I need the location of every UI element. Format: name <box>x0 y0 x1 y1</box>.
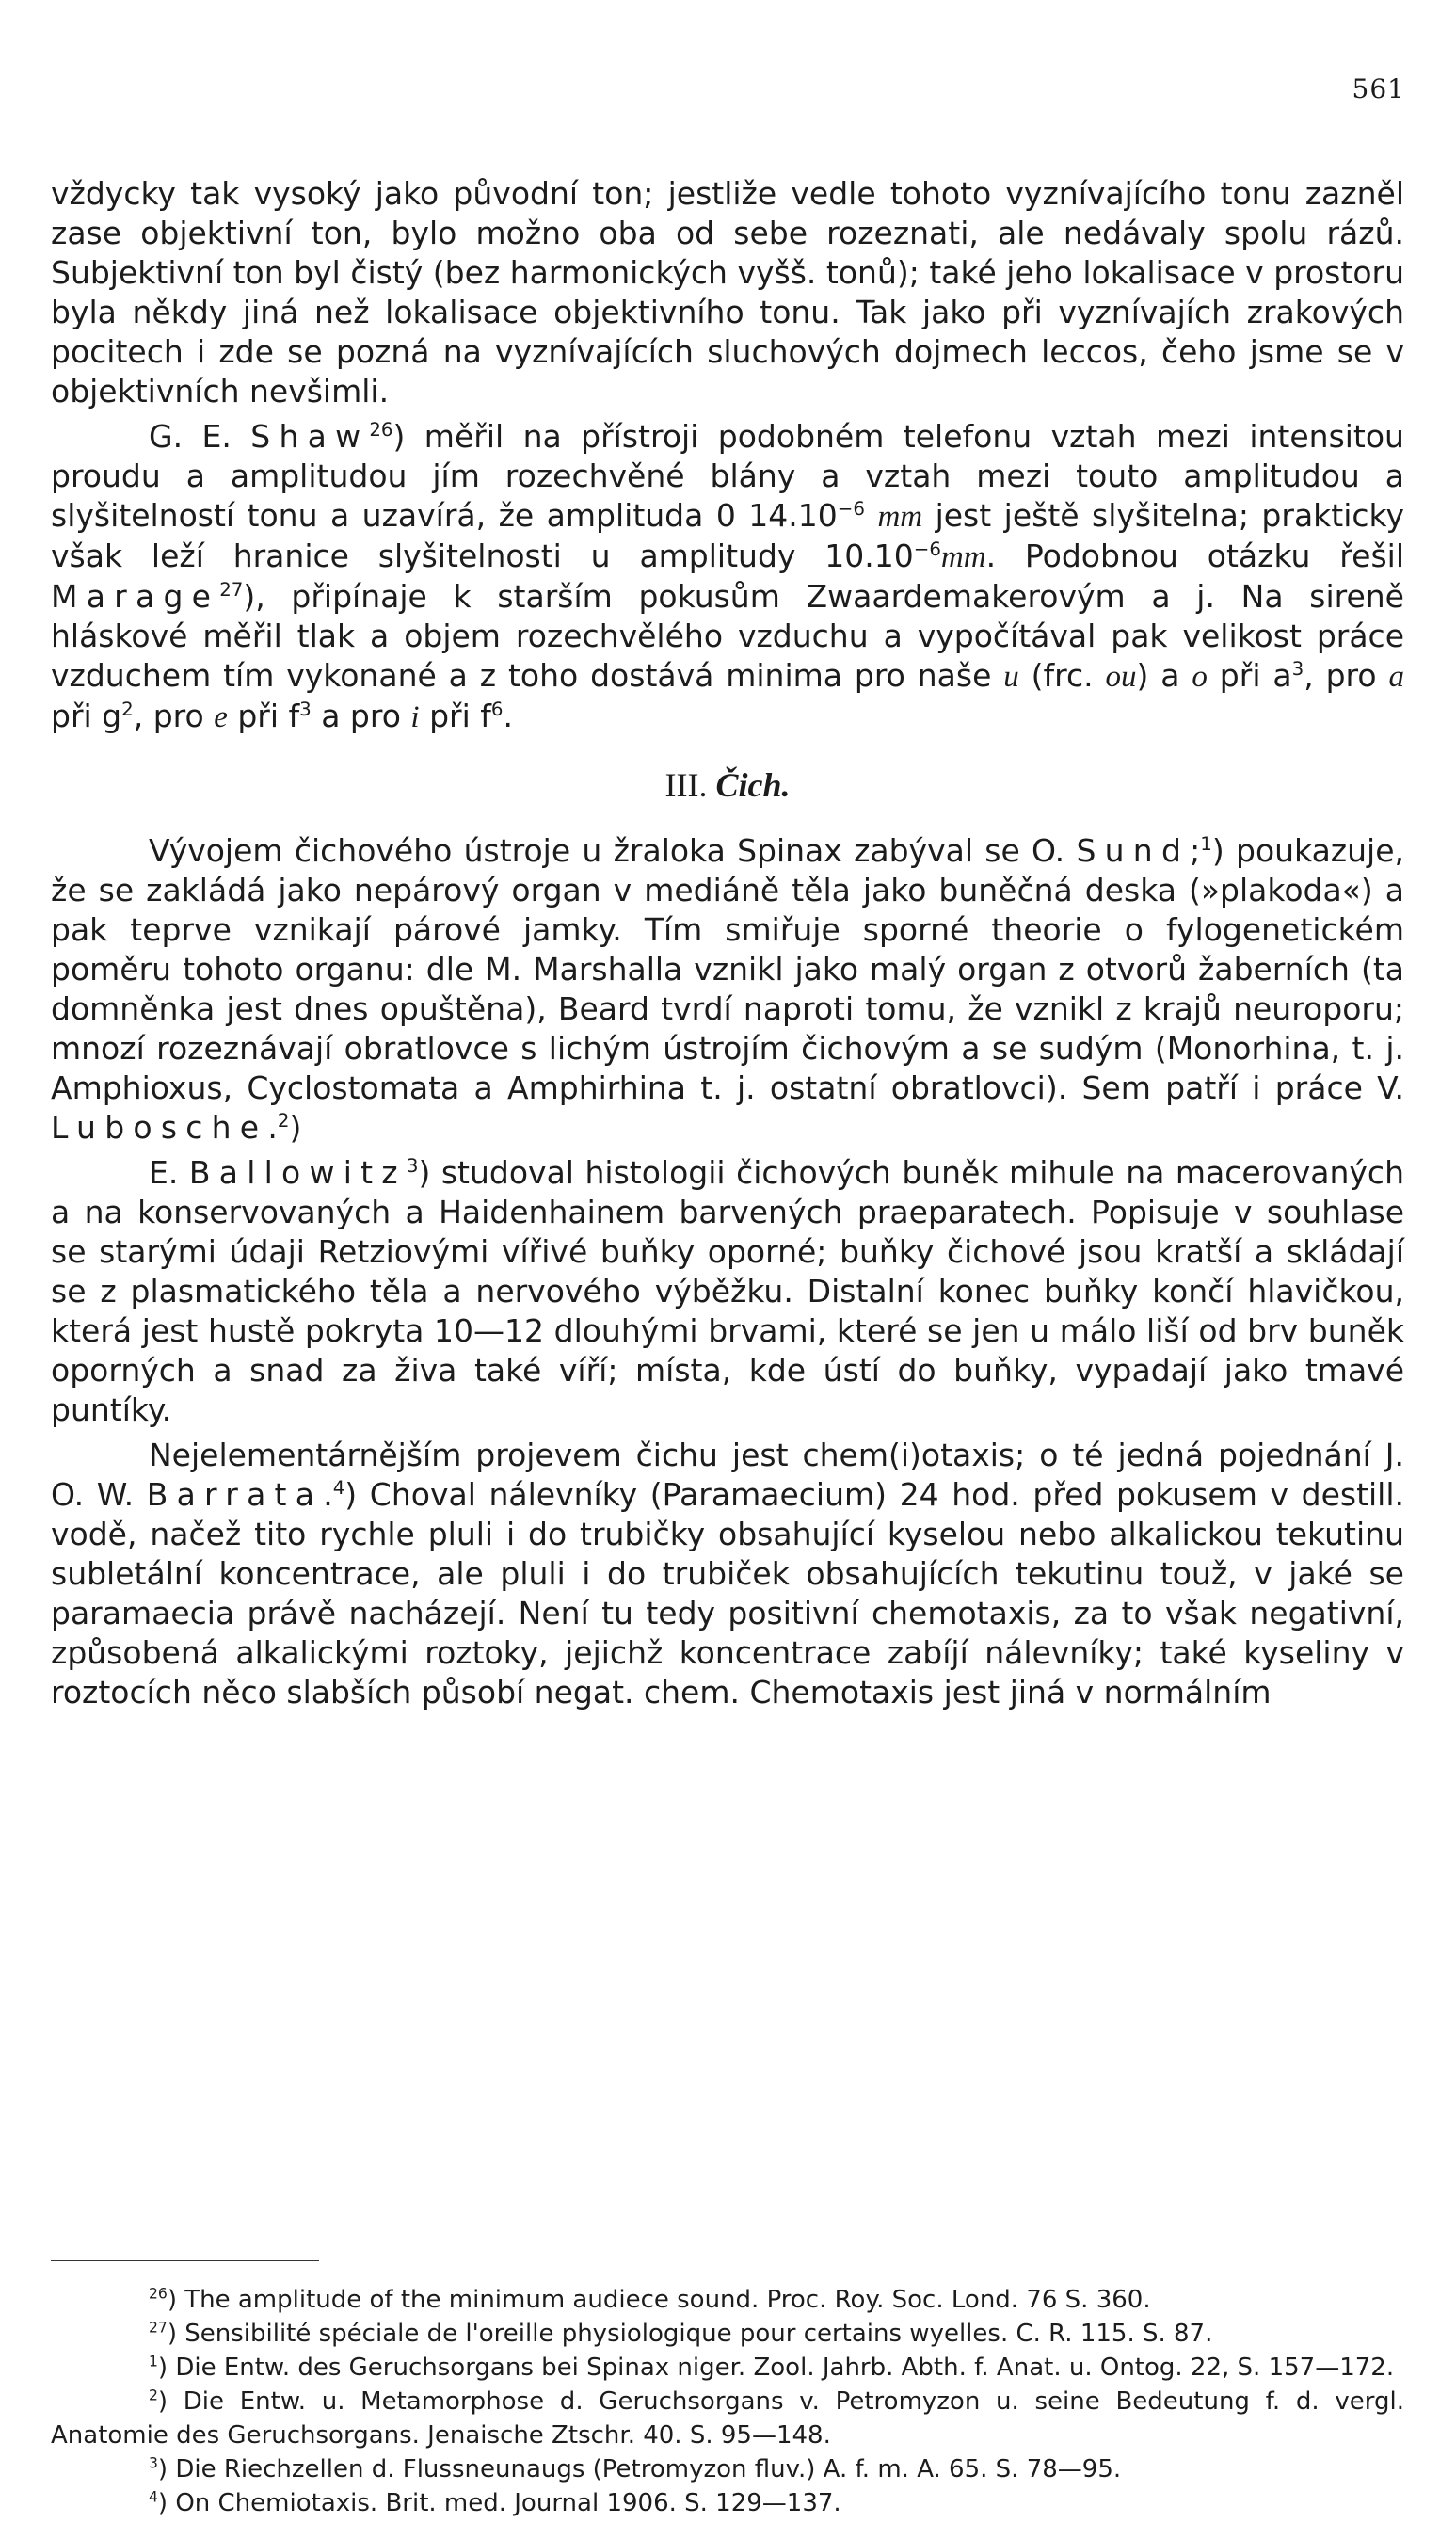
vowel: a <box>1388 660 1404 694</box>
paragraph-4 <box>51 1153 1404 1430</box>
author-name: Sund <box>1076 832 1191 869</box>
exponent: −6 <box>913 538 941 560</box>
text-run: E. <box>149 1154 179 1191</box>
footnote-mark: 1 <box>149 2353 158 2370</box>
author-name: Barrata <box>146 1476 324 1513</box>
author-name: Shaw <box>250 418 370 455</box>
text-run: jest ještě slyšitelna; prakticky však leží hranice slyšitelnosti u amplitudy 10.10 <box>51 497 1404 574</box>
vowel: u <box>1003 660 1019 694</box>
superscript: 2 <box>121 699 134 720</box>
paragraph-1: vždycky tak vysoký jako původní ton; jestliže vedle tohoto vyznívajícího tonu zazněl zase objektivní ton, bylo možno oba od sebe rozeznati, ale nedávaly spolu rázů. Subjektivní ton byl čistý (bez harmonických vyšš. tonů); také jeho lokalisace v prostoru byla někdy jiná než lokalisace objektivního tonu. Tak jako při vyznívajích zrakových pocitech i zde se pozná na vyznívajících sluchových dojmech leccos, čeho jsme se v objektivních nevšimli. <box>51 175 1404 410</box>
vowel: i <box>410 700 420 734</box>
author-name: Ballowitz <box>188 1154 407 1191</box>
text-run: . <box>503 698 513 734</box>
text-run: ) poukazuje, že se zakládá jako nepárový organ v mediáně těla jako buněčná deska (»plakoda«) a pak teprve vznikají párové jamky. Tím smiřuje sporné theorie o fylogenetickém poměru tohoto organu: dle M. Marshalla vznikl jako malý organ z otvorů žaberních (ta domněnka jest dnes opuštěna), Beard tvrdí naproti tomu, že vznikl z krajů neuroporu; mnozí rozeznávají obratlovce s lichým ústrojím čichovým a se sudým (Monorhina, t. j. Amphioxus, Cyclostomata a Amphirhina t. j. ostatní obratlovci). Sem patří i práce V. <box>51 832 1405 1106</box>
footnote-mark: 4 <box>149 2488 158 2506</box>
text-run: G. E. <box>149 418 232 455</box>
footnote-text: ) Die Entw. u. Metamorphose d. Geruchsorgans v. Petromyzon u. seine Bedeutung f. d. vergl. Anatomie des Geruchsorgans. Jenaische Ztschr. 40. S. 95—148. <box>51 2387 1404 2450</box>
unit: mm <box>940 540 986 574</box>
footnote-ref: 27 <box>219 579 244 601</box>
text-run: . <box>323 1476 333 1513</box>
text-run: při a <box>1207 657 1292 694</box>
footnote <box>51 2283 1404 2317</box>
text-run: (frc. <box>1018 657 1094 694</box>
unit: mm <box>877 500 923 534</box>
footnote-divider <box>51 2260 319 2261</box>
superscript: 3 <box>299 699 312 720</box>
exponent: −6 <box>837 498 865 520</box>
footnote-text: ) The amplitude of the minimum audiece sound. Proc. Roy. Soc. Lond. 76 S. 360. <box>167 2286 1151 2314</box>
section-heading <box>51 765 1404 805</box>
text-run: . Podobnou otázku řešil <box>985 538 1404 574</box>
footnote-mark: 26 <box>149 2285 168 2303</box>
footnote-text: ) Sensibilité spéciale de l'oreille physiologique pour certains wyelles. C. R. 115. S. 87. <box>167 2320 1213 2348</box>
vowel: ou <box>1105 660 1137 694</box>
text-run: , pro <box>133 698 204 734</box>
footnote-ref: 4 <box>332 1477 345 1499</box>
footnote-text: ) Die Riechzellen d. Flussneunaugs (Petromyzon fluv.) A. f. m. A. 65. S. 78—95. <box>157 2455 1122 2483</box>
footnote-text: ) On Chemiotaxis. Brit. med. Journal 1906. S. 129—137. <box>157 2489 841 2517</box>
footnote-text: ) Die Entw. des Geruchsorgans bei Spinax niger. Zool. Jahrb. Abth. f. Anat. u. Ontog. 22, S. 157—172. <box>157 2354 1395 2382</box>
text-run: , pro <box>1304 657 1377 694</box>
text-run: Vývojem čichového ústroje u žraloka Spinax zabýval se O. <box>149 832 1065 869</box>
footnote-ref: 26 <box>369 419 393 441</box>
author-name: Marage <box>51 578 220 615</box>
section-title: Čich. <box>715 766 791 804</box>
text-run: a pro <box>311 698 401 734</box>
superscript: 3 <box>1291 658 1304 680</box>
footnote <box>51 2486 1404 2520</box>
paragraph-3 <box>51 831 1404 1148</box>
text-run: ), připínaje k starším pokusům Zwaardemakerovým a j. Na sireně hláskové měřil tlak a objem rozechvělého vzduchu a vypočítával pak velikost práce vzduchem tím vykonané a z toho dostává minima pro naše <box>51 578 1404 694</box>
text-run: ) měřil na přístroji podobném telefonu vztah mezi intensitou proudu a amplitudou jím rozechvěné blány a vztah mezi touto amplitudou a slyšitelností tonu a uzavírá, že amplituda 0 14.10 <box>51 418 1404 534</box>
footnote <box>51 2351 1404 2385</box>
footnote-mark: 2 <box>149 2386 158 2404</box>
page-number: 561 <box>1352 73 1405 104</box>
text-run: při g <box>51 698 122 734</box>
footnote-ref: 3 <box>406 1155 419 1177</box>
footnote-ref: 2 <box>277 1110 290 1132</box>
vowel: o <box>1192 660 1208 694</box>
superscript: 6 <box>490 699 504 720</box>
text-run: ) studoval histologii čichových buněk mihule na macerovaných a na konservovaných a Haidenhainem barvených praeparatech. Popisuje v souhlase se starými údaji Retziovými vířivé buňky oporné; buňky čichové jsou kratší a skládají se z plasmatického těla a nervového výběžku. Distalní konec buňky končí hlavičkou, která jest hustě pokryta 10—12 dlouhými brvami, které se jen u málo liší od brv buněk oporných a snad za živa také víří; místa, kde ústí do buňky, vypadají jako tmavé puntíky. <box>51 1154 1404 1428</box>
text-run: . <box>267 1109 278 1146</box>
footnote <box>51 2317 1404 2351</box>
footnote-mark: 3 <box>149 2454 158 2472</box>
text-run: ) Choval nálevníky (Paramaecium) 24 hod. před pokusem v destill. vodě, načež tito rychle pluli i do trubičky obsahující kyselou nebo alkalickou tekutinu subletální koncentrace, ale pluli i do trubiček obsahujících tekutinu touž, v jaké se paramaecia právě nacházejí. Není tu tedy positivní chemotaxis, za to však negativní, způsobená alkalickými roztoky, jejichž koncentrace zabíjí nálevníky; také kyseliny v roztocích něco slabších působí negat. chem. Chemotaxis jest jiná v normálním <box>51 1476 1404 1711</box>
footnote <box>51 2385 1404 2452</box>
section-numeral: III. <box>664 766 708 804</box>
footnote-ref: 1 <box>1200 833 1212 855</box>
text-run: ) <box>289 1109 302 1146</box>
vowel: e <box>214 700 228 734</box>
paragraph-5 <box>51 1436 1404 1712</box>
text-run: při f <box>227 698 300 734</box>
paragraph-2 <box>51 417 1404 737</box>
footnote-mark: 27 <box>149 2319 168 2337</box>
footnote <box>51 2452 1404 2486</box>
text-run: ; <box>1190 832 1201 869</box>
text-run: při f <box>419 698 491 734</box>
footnotes <box>51 2283 1404 2520</box>
author-name: Lubosche <box>51 1109 268 1146</box>
text-run: ) a <box>1136 657 1180 694</box>
text-run: Nejelementárnějším projevem čichu jest chem(i)otaxis; o té jedná pojednání J. O. W. <box>51 1437 1404 1513</box>
body-text <box>51 174 1404 1718</box>
